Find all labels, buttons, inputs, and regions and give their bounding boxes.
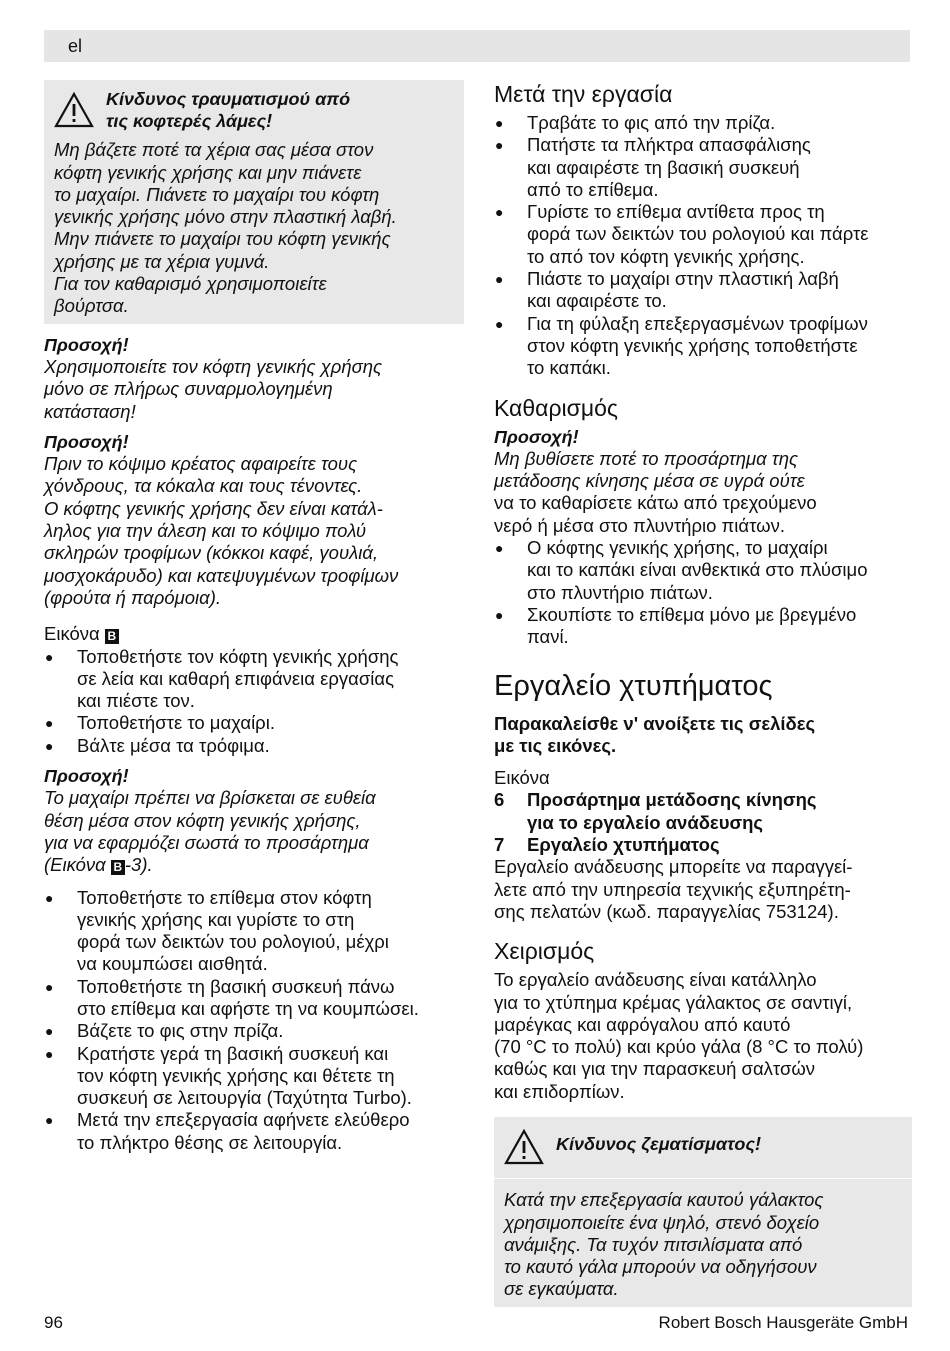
cleaning-attention-italic: Μη βυθίσετε ποτέ το προσάρτημα της μετάδοσης κίνησης μέσα σε υγρά ούτε	[494, 447, 805, 492]
whisk-figure-label: Εικόνα	[494, 767, 550, 789]
figure-reference	[44, 623, 464, 645]
page-number: 96	[44, 1313, 63, 1332]
attention-title-2: Προσοχή!	[44, 431, 129, 452]
list-item: ● Κρατήστε γερά τη βασική συσκευή και τον κόφτη γενικής χρήσης και θέτετε τη συσκευή σε λειτουργία (Ταχύτητα Turbo).	[44, 1043, 464, 1110]
right-column	[494, 80, 912, 1317]
list-item: ● Βάζετε το φις στην πρίζα.	[44, 1020, 464, 1042]
operation-steps	[44, 887, 464, 1155]
attention-title-3: Προσοχή!	[44, 766, 129, 787]
attention-text-3-end: -3).	[124, 854, 153, 876]
handling-heading: Χειρισμός	[494, 938, 595, 965]
handling-text: Το εργαλείο ανάδευσης είναι κατάλληλο για το χτύπημα κρέμας γάλακτος σε σαντιγί, μαρέγκας και αφρόγαλου από καυτό (70 °C το πολύ) και κρύο γάλα (8 °C το πολύ) καθώς και για την παρασκευή σαλτσών και επιδορπίων.	[494, 969, 864, 1102]
list-item: ● Τοποθετήστε τον κόφτη γενικής χρήσης σε λεία και καθαρή επιφάνεια εργασίας και πιέστε τον.	[44, 646, 464, 713]
language-code: el	[68, 36, 83, 56]
figure-item-number: 6	[494, 789, 505, 811]
whisk-order-text: Εργαλείο ανάδευσης μπορείτε να παραγγεί- λετε από την υπηρεσία τεχνικής εξυπηρέτη- σης πελατών (κωδ. παραγγελίας 753124).	[494, 856, 853, 922]
cleaning-attention-title: Προσοχή!	[494, 426, 579, 447]
left-column	[44, 80, 464, 1154]
whisk-heading: Εργαλείο χτυπήματος	[494, 669, 773, 702]
list-item: ● Πατήστε τα πλήκτρα απασφάλισης και αφαιρέστε τη βασική συσκευή από το επίθεμα.	[494, 134, 912, 201]
cleaning-heading: Καθαρισμός	[494, 394, 618, 421]
injury-warning-text: Μη βάζετε ποτέ τα χέρια σας μέσα στον κόφτη γενικής χρήσης και μην πιάνετε το μαχαίρι. Πιάνετε το μαχαίρι του κόφτη γενικής χρήσης μόνο στην πλαστική λαβή. Μην πιάνετε το μαχαίρι του κόφτη γενικής χρήσης με τα χέρια γυμνά. Για τον καθαρισμό χρησιμοποιείτε βούρτσα.	[54, 139, 397, 317]
list-item: ● Τοποθετήστε το επίθεμα στον κόφτη γενικής χρήσης και γυρίστε το στη φορά των δεικτών του ρολογιού, μέχρι να κουμπώσει αισθητά.	[44, 887, 464, 976]
figure-item-text: Προσάρτημα μετάδοσης κίνησης για το εργαλείο ανάδευσης	[527, 789, 817, 833]
after-work-heading: Μετά την εργασία	[494, 81, 673, 107]
after-work-steps	[494, 112, 912, 380]
attention-text-1: Χρησιμοποιείτε τον κόφτη γενικής χρήσης μόνο σε πλήρως συναρμολογημένη κατάσταση!	[44, 355, 383, 422]
figure-item-6	[494, 789, 912, 834]
cleaning-steps	[494, 537, 912, 648]
scald-warning-text: Κατά την επεξεργασία καυτού γάλακτος χρησιμοποιείτε ένα ψηλό, στενό δοχείο ανάμιξης. Τα τυχόν πιτσιλίσματα από το καυτό γάλα μπορούν να οδηγήσουν σε εγκαύματα.	[504, 1189, 824, 1300]
attention-text-2: Πριν το κόψιμο κρέατος αφαιρείτε τους χόνδρους, τα κόκαλα και τους τένοντες. Ο κόφτης γενικής χρήσης δεν είναι κατάλ- ληλος για την άλεση και το κόψιμο πολύ σκληρών τροφίμων (κόκκοι καφέ, γουλιά, μοσχοκάρυδο) και κατεψυγμένων τροφίμων (φρούτα ή παρόμοια).	[44, 453, 399, 608]
attention-text-3-part: Το μαχαίρι πρέπει να βρίσκεται σε ευθεία θέση μέσα στον κόφτη γενικής χρήσης, για να εφαρμόζει σωστά το προσάρτημα (Εικόνα	[44, 787, 376, 876]
warning-triangle-icon	[504, 1125, 556, 1170]
scald-warning-title: Κίνδυνος ζεματίσματος!	[556, 1133, 761, 1154]
warning-triangle-icon	[54, 88, 106, 133]
figure-badge: B	[111, 860, 125, 875]
figure-item-7	[494, 834, 912, 856]
list-item: ● Γυρίστε το επίθεμα αντίθετα προς τη φορά των δεικτών του ρολογιού και πάρτε το από τον κόφτη γενικής χρήσης.	[494, 201, 912, 268]
cleaning-attention-text: να το καθαρίσετε κάτω από τρεχούμενο νερό ή μέσα στο πλυντήριο πιάτων.	[494, 492, 817, 536]
injury-warning-title: Κίνδυνος τραυματισμού από τις κοφτερές λάμες!	[106, 89, 351, 131]
list-item: ● Τοποθετήστε τη βασική συσκευή πάνω στο επίθεμα και αφήστε τη να κουμπώσει.	[44, 976, 464, 1021]
list-item: ● Μετά την επεξεργασία αφήνετε ελεύθερο το πλήκτρο θέσης σε λειτουργία.	[44, 1109, 464, 1154]
list-item: ● Για τη φύλαξη επεξεργασμένων τροφίμων στον κόφτη γενικής χρήσης τοποθετήστε το καπάκι.	[494, 313, 912, 380]
scald-warning-box	[494, 1117, 912, 1307]
assembly-steps	[44, 646, 464, 757]
figure-label: Εικόνα	[44, 623, 100, 645]
list-item: ● Τραβάτε το φις από την πρίζα.	[494, 112, 912, 134]
list-item: ● Βάλτε μέσα τα τρόφιμα.	[44, 735, 464, 757]
figure-item-number: 7	[494, 834, 505, 856]
list-item: ● Σκουπίστε το επίθεμα μόνο με βρεγμένο πανί.	[494, 604, 912, 649]
figure-badge: B	[105, 629, 119, 644]
whisk-intro: Παρακαλείσθε ν' ανοίξετε τις σελίδες με τις εικόνες.	[494, 712, 816, 756]
language-bar	[44, 30, 910, 62]
list-item: ● Ο κόφτης γενικής χρήσης, το μαχαίρι και το καπάκι είναι ανθεκτικά στο πλύσιμο στο πλυντήριο πιάτων.	[494, 537, 912, 604]
company-name: Robert Bosch Hausgeräte GmbH	[658, 1313, 908, 1332]
list-item: ● Τοποθετήστε το μαχαίρι.	[44, 712, 464, 734]
injury-warning-box	[44, 80, 464, 324]
figure-item-text: Εργαλείο χτυπήματος	[527, 834, 720, 856]
list-item: ● Πιάστε το μαχαίρι στην πλαστική λαβή και αφαιρέστε το.	[494, 268, 912, 313]
attention-text-3	[44, 787, 464, 876]
attention-title-1: Προσοχή!	[44, 334, 129, 355]
